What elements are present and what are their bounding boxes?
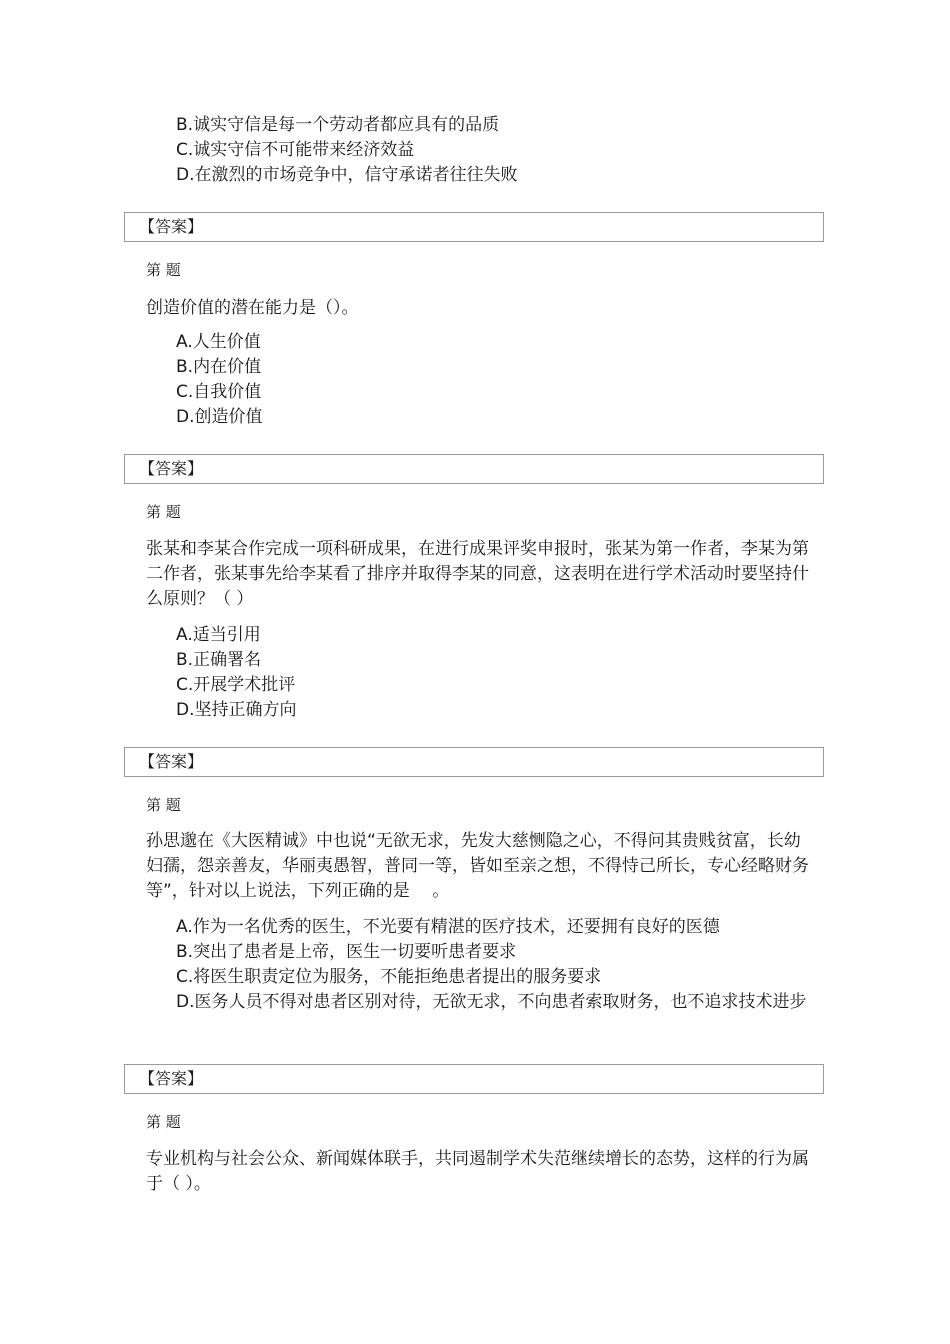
question-stem: 创造价值的潜在能力是（）。 — [146, 298, 359, 318]
option-a: A.作为一名优秀的医生，不光要有精湛的医疗技术，还要拥有良好的医德 — [176, 917, 720, 937]
option-a: A.人生价值 — [176, 332, 261, 352]
option-a: A.适当引用 — [176, 625, 261, 645]
answer-label: 【答案】 — [139, 459, 204, 478]
option-d: D.医务人员不得对患者区别对待，无欲无求，不向患者索取财务，也不追求技术进步 — [176, 992, 807, 1012]
option-b: B.突出了患者是上帝，医生一切要听患者要求 — [176, 942, 517, 962]
question-stem: 孙思邈在《大医精诚》中也说“无欲无求，先发大慈恻隐之心，不得问其贵贱贫富，长幼妇孺，怨亲善友，华丽夷愚智，普同一等，皆如至亲之想，不得恃己所长，专心经略财务等”，针对以上说法，下列正确的是 。 — [146, 831, 809, 901]
question-stem: 张某和李某合作完成一项科研成果，在进行成果评奖申报时，张某为第一作者，李某为第二作者，张某事先给李某看了排序并取得李某的同意，这表明在进行学术活动时要坚持什么原则？（ ） — [146, 539, 809, 609]
answer-box — [124, 212, 824, 242]
question-number: 第 题 — [146, 503, 181, 521]
question-stem: 专业机构与社会公众、新闻媒体联手，共同遏制学术失范继续增长的态势，这样的行为属于（ ）。 — [146, 1149, 809, 1194]
option-d: D.在激烈的市场竞争中，信守承诺者往往失败 — [176, 165, 518, 185]
answer-box — [124, 454, 824, 484]
answer-label: 【答案】 — [139, 217, 204, 236]
option-c: C.自我价值 — [176, 382, 262, 402]
option-c: C.诚实守信不可能带来经济效益 — [176, 140, 415, 160]
answer-label: 【答案】 — [139, 1069, 204, 1088]
question-number: 第 题 — [146, 796, 181, 814]
option-d: D.坚持正确方向 — [176, 700, 297, 720]
option-b: B.内在价值 — [176, 357, 262, 377]
option-c: C.将医生职责定位为服务，不能拒绝患者提出的服务要求 — [176, 967, 602, 987]
option-b: B.正确署名 — [176, 650, 262, 670]
answer-box — [124, 747, 824, 777]
option-d: D.创造价值 — [176, 407, 263, 427]
answer-label: 【答案】 — [139, 752, 204, 771]
answer-box — [124, 1064, 824, 1094]
option-b: B.诚实守信是每一个劳动者都应具有的品质 — [176, 115, 500, 135]
option-c: C.开展学术批评 — [176, 675, 296, 695]
question-number: 第 题 — [146, 261, 181, 279]
question-number: 第 题 — [146, 1113, 181, 1131]
